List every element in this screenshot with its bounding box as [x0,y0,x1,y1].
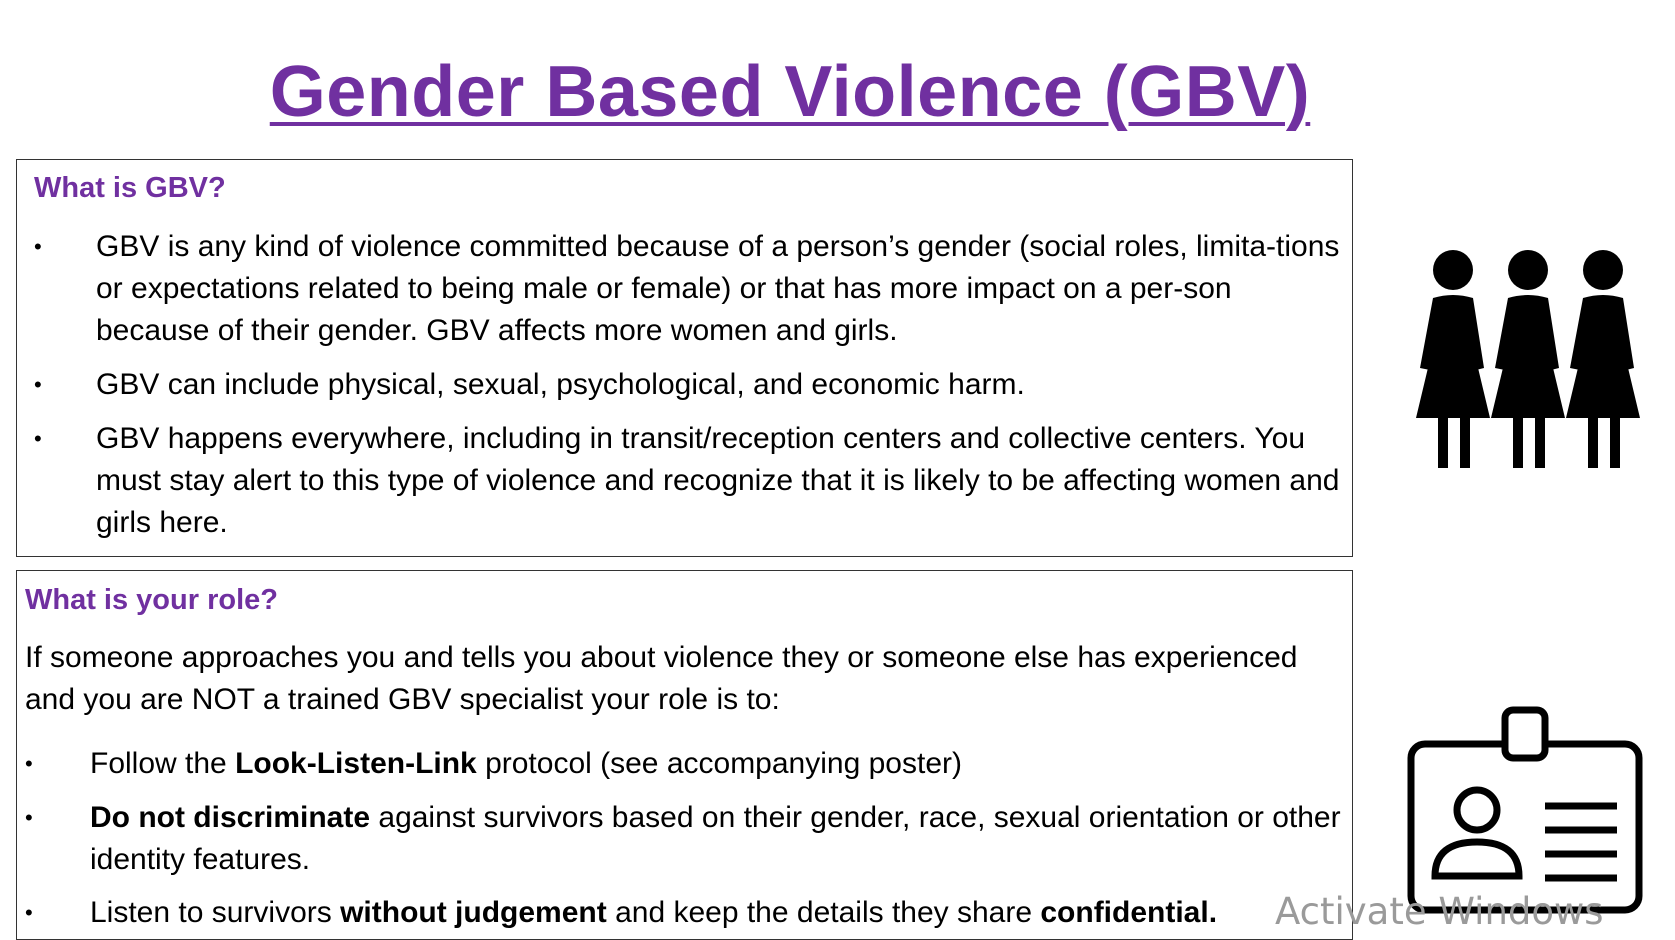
bullet-text: Do not discriminate against survivors based on their gender, race, sexual orientation or other identity features. [90,801,1341,876]
bullet-marker: • [25,900,33,925]
id-badge-icon [1405,706,1645,916]
section-heading: What is your role? [25,584,278,616]
windows-activation-watermark: Activate Windows [1275,890,1604,933]
what-is-gbv-section [16,159,1353,557]
list-item [25,743,1345,787]
women-group-icon [1408,248,1648,473]
bullet-marker: • [34,426,42,451]
bullet-text: GBV is any kind of violence committed because of a person’s gender (social roles, limita-tions or expectations related to being male or female) or that has more impact on a per-son because of their gender. GBV affects more women and girls. [96,230,1340,347]
bullet-text: Listen to survivors without judgement and keep the details they share confidential. [90,896,1218,929]
list-item [25,797,1345,883]
page-title: Gender Based Violence (GBV) [269,52,1311,132]
section-heading: What is GBV? [34,172,226,204]
list-item [34,226,1344,356]
list-item [34,418,1344,548]
intro-paragraph: If someone approaches you and tells you about violence they or someone else has experienced and you are NOT a trained GBV specialist your role is to: [25,641,1298,716]
bullet-marker: • [25,805,33,830]
bold-text: Look-Listen-Link [235,747,477,780]
bullet-text: Follow the Look-Listen-Link protocol (see accompanying poster) [90,747,962,780]
bullet-text: GBV happens everywhere, including in transit/reception centers and collective centers. You must stay alert to this type of violence and recognize that it is likely to be affecting women and girls here. [96,422,1340,539]
bullet-marker: • [25,751,33,776]
your-role-section [16,570,1353,940]
list-item [34,364,1344,408]
list-item [25,892,1345,936]
bold-text: Do not discriminate [90,801,371,834]
bold-text: confidential. [1040,896,1218,929]
bullet-text: GBV can include physical, sexual, psychological, and economic harm. [96,368,1025,401]
bold-text: without judgement [340,896,607,929]
bullet-marker: • [34,234,42,259]
bullet-marker: • [34,372,42,397]
